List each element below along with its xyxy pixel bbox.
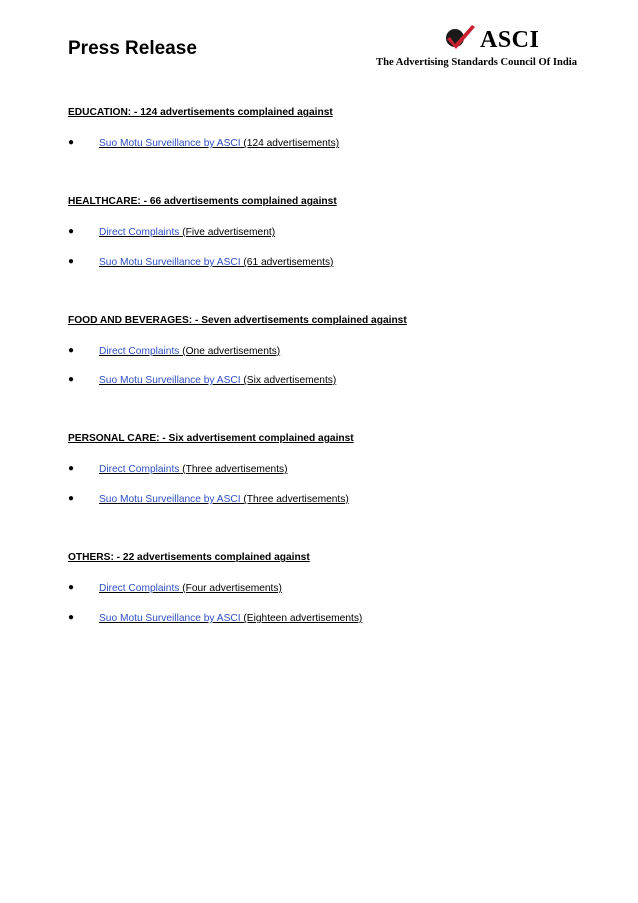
page-title: Press Release: [68, 38, 197, 59]
section-heading: PERSONAL CARE: - Six advertisement complained against: [68, 433, 354, 444]
section-food-and-beverages: [68, 315, 588, 386]
section-education: [68, 107, 588, 149]
suo-motu-link[interactable]: Suo Motu Surveillance by ASCI: [99, 375, 241, 386]
bullet-icon: ●: [68, 256, 75, 267]
section-heading: EDUCATION: - 124 advertisements complained against: [68, 107, 333, 118]
item-note: (124 advertisements): [240, 138, 340, 149]
item-note: (One advertisements): [179, 346, 281, 357]
bullet-icon: ●: [68, 345, 75, 356]
section-heading: OTHERS: - 22 advertisements complained against: [68, 552, 310, 563]
direct-complaints-link[interactable]: Direct Complaints: [99, 464, 180, 475]
item-note: (Four advertisements): [179, 583, 282, 594]
bullet-icon: ●: [68, 612, 75, 623]
item-note: (Five advertisement): [179, 227, 276, 238]
item-note: (Eighteen advertisements): [240, 613, 363, 624]
asci-logo: [376, 20, 628, 76]
asci-check-mark-icon: [444, 23, 478, 51]
suo-motu-link[interactable]: Suo Motu Surveillance by ASCI: [99, 494, 241, 505]
suo-motu-link[interactable]: Suo Motu Surveillance by ASCI: [99, 138, 241, 149]
bullet-icon: ●: [68, 582, 75, 593]
direct-complaints-link[interactable]: Direct Complaints: [99, 346, 180, 357]
section-heading: FOOD AND BEVERAGES: - Seven advertisements complained against: [68, 315, 407, 326]
item-note: (Three advertisements): [240, 494, 349, 505]
section-personal-care: [68, 433, 588, 505]
suo-motu-link[interactable]: Suo Motu Surveillance by ASCI: [99, 613, 241, 624]
bullet-icon: ●: [68, 493, 75, 504]
logo-tagline: The Advertising Standards Council Of India: [376, 57, 578, 68]
logo-name: ASCI: [480, 27, 540, 53]
item-note: (Three advertisements): [179, 464, 288, 475]
item-note: (61 advertisements): [240, 257, 334, 268]
section-others: [68, 552, 588, 624]
bullet-icon: ●: [68, 463, 75, 474]
suo-motu-link[interactable]: Suo Motu Surveillance by ASCI: [99, 257, 241, 268]
section-healthcare: [68, 196, 588, 268]
section-heading: HEALTHCARE: - 66 advertisements complained against: [68, 196, 337, 207]
item-note: (Six advertisements): [240, 375, 337, 386]
direct-complaints-link[interactable]: Direct Complaints: [99, 227, 180, 238]
bullet-icon: ●: [68, 137, 75, 148]
bullet-icon: ●: [68, 374, 75, 385]
bullet-icon: ●: [68, 226, 75, 237]
direct-complaints-link[interactable]: Direct Complaints: [99, 583, 180, 594]
